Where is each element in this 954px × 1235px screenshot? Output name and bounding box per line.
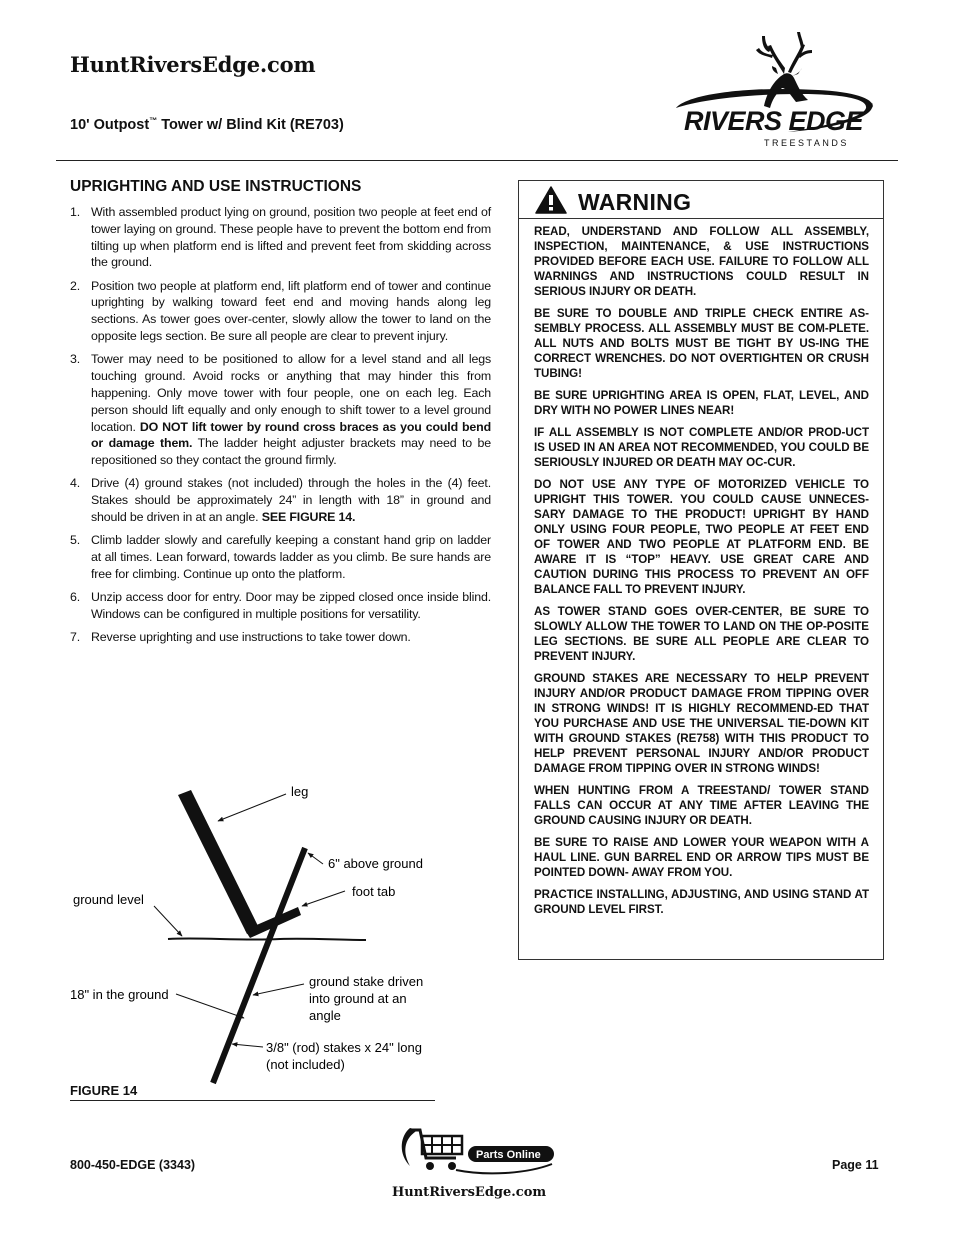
cross-brace-caution: DO NOT lift tower by round cross braces as you could bend or damage them. xyxy=(91,419,492,451)
figure-caption: FIGURE 14 xyxy=(70,1083,138,1098)
instruction-step: 4. Drive (4) ground stakes (not included) through the holes in the (4) feet. Stakes should be approximately 24” in length with 18” in ground and should be driven in at an angle. SEE FIGURE 14. xyxy=(70,476,491,525)
instruction-step: 5. Climb ladder slowly and carefully keeping a constant hand grip on ladder at all times. Lean forward, towards ladder as you climb. Be sure hands are free for climbing. Continue up onto the platform. xyxy=(70,533,491,581)
warning-triangle-icon xyxy=(535,186,567,214)
warning-header xyxy=(519,181,883,219)
instruction-step: 2. Position two people at platform end, lift platform end of tower and continue uprighting by walking toward feet end and moving hands along leg sections. As tower goes over-center, slowly allow the tower to land on the opposite legs section. Be sure all people are clear to prevent injury. xyxy=(70,278,491,344)
label-stake-line2: into ground at an xyxy=(309,991,407,1006)
warning-paragraph: BE SURE TO DOUBLE AND TRIPLE CHECK ENTIRE AS-SEMBLY PROCESS. ALL ASSEMBLY MUST BE COM-PLETE. ALL NUTS AND BOLTS MUST BE TIGHT BY US-ING THE CORRECT WRENCHES. DO NOT OVERTIGHTEN OR CRUSH TUBING! xyxy=(534,307,869,380)
site-title: HuntRiversEdge.com xyxy=(70,52,316,77)
warning-paragraph: READ, UNDERSTAND AND FOLLOW ALL ASSEMBLY, INSPECTION, MAINTENANCE, & USE INSTRUCTIONS PROVIDED BEFORE EACH USE. FAILURE TO FOLLOW ALL WARNINGS AND INSTRUCTIONS COULD RESULT IN SERIOUS INJURY OR DEATH. xyxy=(534,225,869,298)
label-foot-tab: foot tab xyxy=(352,884,396,899)
see-figure-reference: SEE FIGURE 14. xyxy=(261,510,356,525)
warning-paragraph: BE SURE TO RAISE AND LOWER YOUR WEAPON WITH A HAUL LINE. GUN BARREL END OR ARROW TIPS MUST BE POINTED DOWN- AWAY FROM YOU. xyxy=(534,836,869,879)
trademark-mark: ™ xyxy=(149,116,158,125)
warning-box xyxy=(518,180,884,960)
rivers-edge-logo xyxy=(668,28,876,150)
warning-paragraph: AS TOWER STAND GOES OVER-CENTER, BE SURE TO SLOWLY ALLOW THE TOWER TO LAND ON THE OP-POSITE LEG SECTIONS. BE SURE ALL PEOPLE ARE CLEAR TO PREVENT INJURY. xyxy=(534,605,869,663)
parts-online-cart-icon[interactable] xyxy=(396,1120,558,1180)
instructions-title: UPRIGHTING AND USE INSTRUCTIONS xyxy=(70,178,362,195)
instruction-step: 3. Tower may need to be positioned to allow for a level stand and all legs touching ground. Avoid rocks or anything that may hinder this from happening. Only move tower with four people, one on each leg. Each person should lift equally and only enough to shift tower to a level ground location. DO NOT lift tower by round cross braces as you could bend or damage them. The ladder height adjuster brackets may need to be repositioned so they contact the ground firmly. xyxy=(70,352,492,468)
figure-14-diagram xyxy=(60,780,450,1085)
warning-paragraph: PRACTICE INSTALLING, ADJUSTING, AND USING STAND AT GROUND LEVEL FIRST. xyxy=(534,888,869,916)
warning-title: WARNING xyxy=(578,189,692,215)
label-above-ground: 6" above ground xyxy=(328,856,423,871)
warning-paragraph: DO NOT USE ANY TYPE OF MOTORIZED VEHICLE TO UPRIGHT THIS TOWER. YOU COULD CAUSE UNNECES-SARY DAMAGE TO THE PRODUCT! UPRIGHT BY HAND ONLY USING FOUR PEOPLE, TWO PEOPLE AT FEET END OF TOWER AND TWO PEOPLE AT PLATFORM END. BE AWARE IT IS “TOP” HEAVY. USE GREAT CARE AND CAUTION DURING THIS PROCESS TO PREVENT AN OFF BALANCE FALL TO PREVENT INJURY. xyxy=(534,478,869,596)
warning-paragraph: IF ALL ASSEMBLY IS NOT COMPLETE AND/OR PROD-UCT IS USED IN AN AREA NOT RECOMMENDED, YOU COULD BE SERIOUSLY INJURED OR DEATH MAY OC-CUR. xyxy=(534,426,869,469)
phone-number: 800-450-EDGE (3343) xyxy=(70,1158,196,1172)
tower-leg xyxy=(178,790,259,934)
warning-body xyxy=(519,219,883,917)
instruction-step: 7. Reverse uprighting and use instructions to take tower down. xyxy=(70,630,411,645)
product-title-suffix: Tower w/ Blind Kit (RE703) xyxy=(157,117,344,133)
label-leg: leg xyxy=(291,784,309,799)
instructions-list xyxy=(70,204,491,653)
label-rod-line2: (not included) xyxy=(266,1057,345,1072)
logo-wordmark: RIVERS EDGE xyxy=(684,106,864,136)
label-ground-level: ground level xyxy=(73,892,144,907)
logo-registered-mark: ® xyxy=(868,103,874,110)
label-stake-line1: ground stake driven xyxy=(309,974,424,989)
warning-paragraph: BE SURE UPRIGHTING AREA IS OPEN, FLAT, LEVEL, AND DRY WITH NO POWER LINES NEAR! xyxy=(534,389,869,417)
page-number: Page 11 xyxy=(832,1158,879,1172)
label-in-ground: 18" in the ground xyxy=(70,987,169,1002)
parts-online-label: Parts Online xyxy=(476,1149,541,1161)
header-divider xyxy=(56,160,898,161)
instruction-step: 1. With assembled product lying on ground, position two people at feet end of tower laying on ground. These people have to prevent the bottom end from tilting up when platform end is lifted and prevent feet from skidding across the ground. xyxy=(70,205,491,270)
label-rod-line1: 3/8" (rod) stakes x 24" long xyxy=(266,1040,422,1055)
logo-subtitle: TREESTANDS xyxy=(764,138,849,148)
label-stake-line3: angle xyxy=(309,1008,341,1023)
product-title xyxy=(70,117,344,133)
figure-divider xyxy=(70,1100,435,1101)
product-title-prefix: 10' Outpost xyxy=(70,117,150,133)
warning-paragraph: WHEN HUNTING FROM A TREESTAND/ TOWER STAND FALLS CAN OCCUR AT ANY TIME AFTER LEAVING THE GROUND CAUSING INJURY OR DEATH. xyxy=(534,784,869,827)
footer-url[interactable]: HuntRiversEdge.com xyxy=(392,1185,547,1200)
instruction-step: 6. Unzip access door for entry. Door may be zipped closed once inside blind. Windows can be configured in multiple positions for versatility. xyxy=(70,590,491,622)
warning-paragraph: GROUND STAKES ARE NECESSARY TO HELP PREVENT INJURY AND/OR PRODUCT DAMAGE FROM TIPPING OVER IN STRONG WINDS! IT IS HIGHLY RECOMMEND-ED THAT YOU PURCHASE AND USE THE UNIVERSAL TIE-DOWN KIT WITH GROUND STAKES (RE758) WITH THIS PRODUCT TO HELP PREVENT PERSONAL INJURY AND/OR PRODUCT DAMAGE FROM TIPPING OVER IN STRONG WINDS! xyxy=(534,672,869,775)
